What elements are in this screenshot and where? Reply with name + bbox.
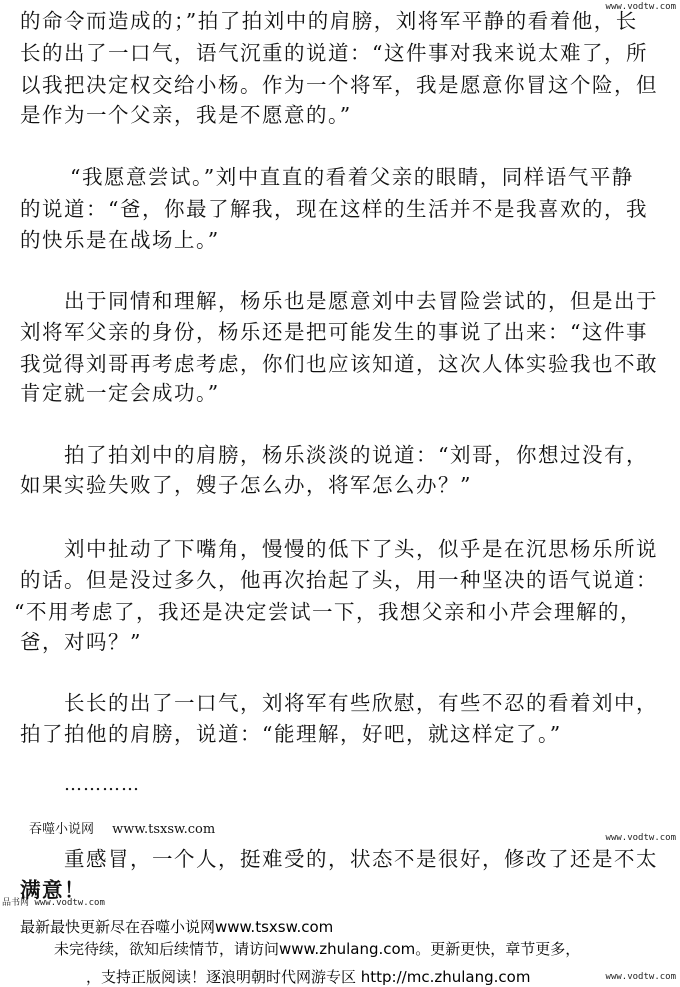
- paragraph-2-line-1: “我愿意尝试。”刘中直直的看着父亲的眼睛，同样语气平静: [70, 165, 634, 189]
- paragraph-6-line-1: 长长的出了一口气，刘将军有些欣慰，有些不忍的看着刘中，: [64, 691, 658, 715]
- site-line-url: www.tsxsw.com: [112, 822, 216, 837]
- paragraph-3-line-3: 我觉得刘哥再考虑考虑，你们也应该知道，这次人体实验我也不敢: [20, 352, 658, 376]
- watermark-bottom-right: www.vodtw.com: [605, 972, 676, 982]
- paragraph-6-line-2: 拍了拍他的肩膀，说道：“能理解，好吧，就这样定了。”: [20, 722, 562, 746]
- paragraph-1-line-4: 是作为一个父亲，我是不愿意的。”: [20, 103, 352, 127]
- watermark-mid-left-url: www.vodtw.com: [34, 898, 105, 908]
- author-note-line-2: 满意！: [20, 878, 86, 902]
- site-line-name: 吞噬小说网: [29, 822, 95, 837]
- paragraph-2-line-3: 的快乐是在战场上。”: [20, 228, 220, 252]
- paragraph-3-line-2: 刘将军父亲的身份，杨乐还是把可能发生的事说了出来：“这件事: [20, 320, 648, 344]
- watermark-mid-right: www.vodtw.com: [605, 833, 676, 843]
- latest-updates-line: 最新最快更新尽在吞噬小说网www.tsxsw.com: [20, 918, 334, 936]
- paragraph-1-line-3: 以我把决定权交给小杨。作为一个将军，我是愿意你冒这个险，但: [20, 73, 658, 97]
- paragraph-5-line-4: 爸，对吗？”: [20, 630, 142, 654]
- bookmark-label: 品书网: [2, 898, 30, 908]
- paragraph-1-line-2: 长的出了一口气，语气沉重的说道：“这件事对我来说太难了，所: [20, 41, 648, 65]
- paragraph-3-line-4: 肯定就一定会成功。”: [20, 381, 220, 405]
- paragraph-3-line-1: 出于同情和理解，杨乐也是愿意刘中去冒险尝试的，但是出于: [64, 289, 658, 313]
- ellipsis: …………: [64, 774, 140, 795]
- promo-line-1: 未完待续，欲知后续情节，请访问www.zhulang.com。更新更快，章节更多，: [54, 940, 581, 958]
- paragraph-2-line-2: 的说道：“爸，你最了解我，现在这样的生活并不是我喜欢的，我: [20, 197, 648, 221]
- paragraph-1-line-1: 的命令而造成的；”拍了拍刘中的肩膀，刘将军平静的看着他，长: [20, 9, 638, 33]
- promo-line-2: ，支持正版阅读！逐浪明朝时代网游专区 http://mc.zhulang.com: [86, 968, 531, 986]
- site-line: [29, 818, 215, 837]
- watermark-top-right: www.vodtw.com: [605, 2, 676, 12]
- paragraph-4-line-2: 如果实验失败了，嫂子怎么办，将军怎么办？”: [20, 473, 472, 497]
- paragraph-4-line-1: 拍了拍刘中的肩膀，杨乐淡淡的说道：“刘哥，你想过没有，: [64, 443, 648, 467]
- paragraph-5-line-1: 刘中扯动了下嘴角，慢慢的低下了头，似乎是在沉思杨乐所说: [64, 537, 658, 561]
- author-note-line-1: 重感冒，一个人，挺难受的，状态不是很好，修改了还是不太: [64, 847, 658, 871]
- paragraph-5-line-3: “不用考虑了，我还是决定尝试一下，我想父亲和小芹会理解的，: [14, 600, 642, 624]
- paragraph-5-line-2: 的话。但是没过多久，他再次抬起了头，用一种坚决的语气说道：: [20, 568, 658, 592]
